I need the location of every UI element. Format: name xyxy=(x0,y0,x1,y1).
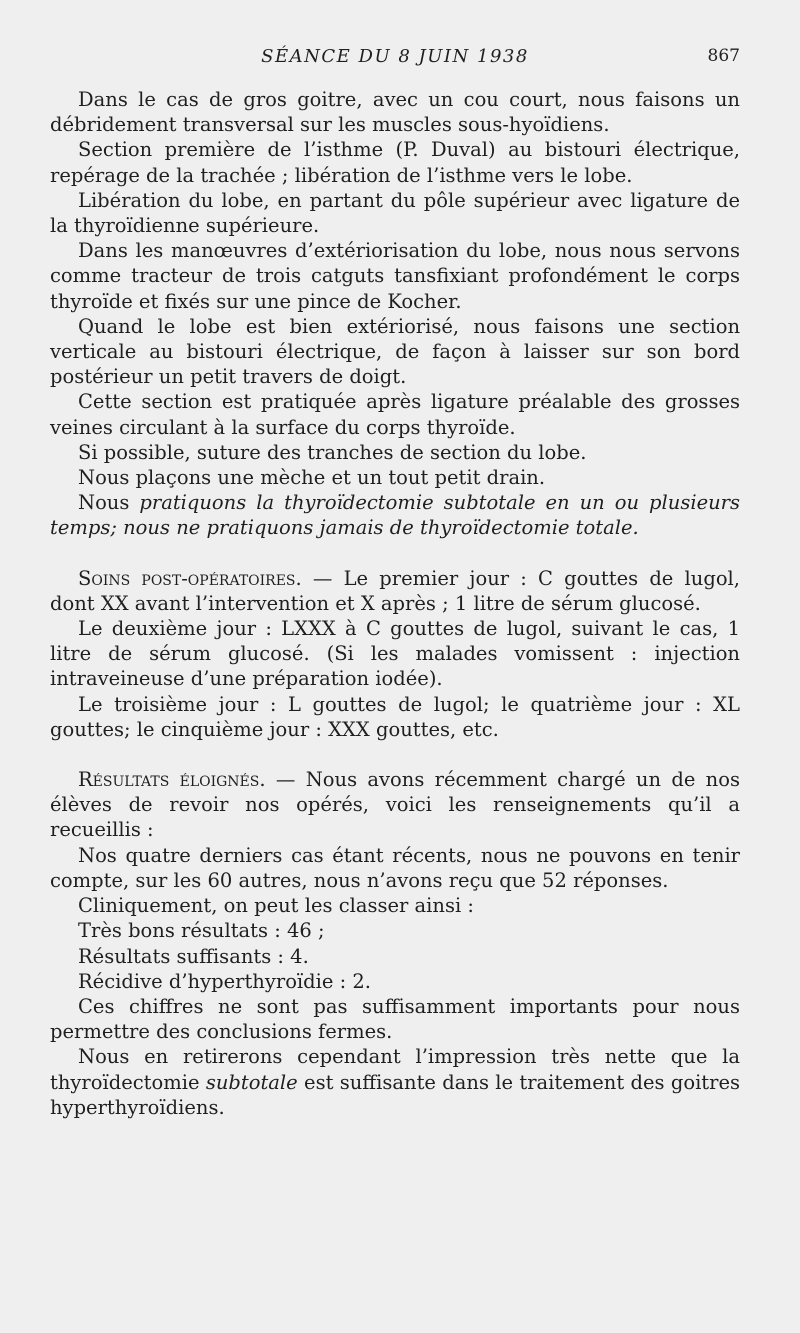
conclusion-after: est suffisante dans le traitement des goitres hyperthyroïdiens. xyxy=(50,1070,741,1119)
paragraph-conclusion xyxy=(50,1044,740,1120)
body-text xyxy=(50,87,740,1120)
paragraph-troisieme-jour: Le troisième jour : L gouttes de lugol; le quatrième jour : XL gouttes; le cinquième jour : XXX gouttes, etc. xyxy=(50,692,740,741)
paragraph-deuxieme-jour: Le deuxième jour : LXXX à C gouttes de lugol, suivant le cas, 1 litre de sérum glucosé. (Si les malades vomissent : injection intraveineuse d’une préparation iodée). xyxy=(50,617,740,691)
result-tres-bons: Très bons résultats : 46 ; xyxy=(78,919,325,943)
soins-text: Le premier jour : C gouttes de lugol, dont XX avant l’intervention et X après ; 1 litre de sérum glucosé. xyxy=(50,566,740,615)
section-resultats xyxy=(50,767,740,843)
result-suffisants: Résultats suffisants : 4. xyxy=(78,944,309,968)
heading-dash: — xyxy=(265,768,306,792)
emphasis-lead: Nous xyxy=(78,491,130,515)
resultats-text: Nous avons récemment chargé un de nos élèves de revoir nos opérés, voici les renseignements qu’il a recueillis : xyxy=(50,768,740,842)
paragraph-liberation-lobe: Libération du lobe, en partant du pôle supérieur avec ligature de la thyroïdienne supérieure. xyxy=(50,188,740,238)
page-header xyxy=(50,46,740,72)
running-title: SÉANCE DU 8 JUIN 1938 xyxy=(261,46,529,67)
paragraph-suture: Si possible, suture des tranches de section du lobe. xyxy=(78,440,587,464)
paragraph-classement: Cliniquement, on peut les classer ainsi : xyxy=(78,894,474,918)
conclusion-before: Nous en retirerons cependant l’impression très nette que la thyroïdectomie xyxy=(50,1045,740,1094)
paragraph-emphasis xyxy=(50,490,740,540)
section-gap xyxy=(50,541,740,566)
paragraph-exteriorisation: Dans les manœuvres d’extériorisation du lobe, nous nous servons comme tracteur de trois catguts tansfixiant profondément le corps thyroïde et fixés sur une pince de Kocher. xyxy=(50,239,740,313)
page-number: 867 xyxy=(707,46,740,66)
conclusion-italic: subtotale xyxy=(205,1070,298,1094)
paragraph-ligature-veines: Cette section est pratiquée après ligature préalable des grosses veines circulant à la surface du corps thyroïde. xyxy=(50,390,740,439)
section-gap xyxy=(50,742,740,767)
emphasis-italic: pratiquons la thyroïdectomie subtotale en un ou plusieurs temps; nous ne pratiquons jamais de thyroïdectomie totale. xyxy=(50,491,740,540)
paragraph-isthme: Section première de l’isthme (P. Duval) au bistouri électrique, repérage de la trachée ; libération de l’isthme vers le lobe. xyxy=(50,138,740,187)
section-heading-soins: Soins post-opératoires. xyxy=(78,566,302,590)
paragraph-drain: Nous plaçons une mèche et un tout petit drain. xyxy=(78,466,546,490)
section-heading-resultats: Résultats éloignés. xyxy=(78,768,266,792)
heading-dash: — xyxy=(301,566,344,590)
paragraph-debridement: Dans le cas de gros goitre, avec un cou court, nous faisons un débridement transversal sur les muscles sous-hyoïdiens. xyxy=(50,88,740,137)
paragraph-reponses: Nos quatre derniers cas étant récents, nous ne pouvons en tenir compte, sur les 60 autres, nous n’avons reçu que 52 réponses. xyxy=(50,843,740,892)
section-soins xyxy=(50,566,740,616)
result-recidive: Récidive d’hyperthyroïdie : 2. xyxy=(78,969,371,993)
paragraph-section-verticale: Quand le lobe est bien extériorisé, nous faisons une section verticale au bistouri électrique, de façon à laisser sur son bord postérieur un petit travers de doigt. xyxy=(50,314,740,389)
paragraph-chiffres: Ces chiffres ne sont pas suffisamment importants pour nous permettre des conclusions fermes. xyxy=(50,994,740,1044)
